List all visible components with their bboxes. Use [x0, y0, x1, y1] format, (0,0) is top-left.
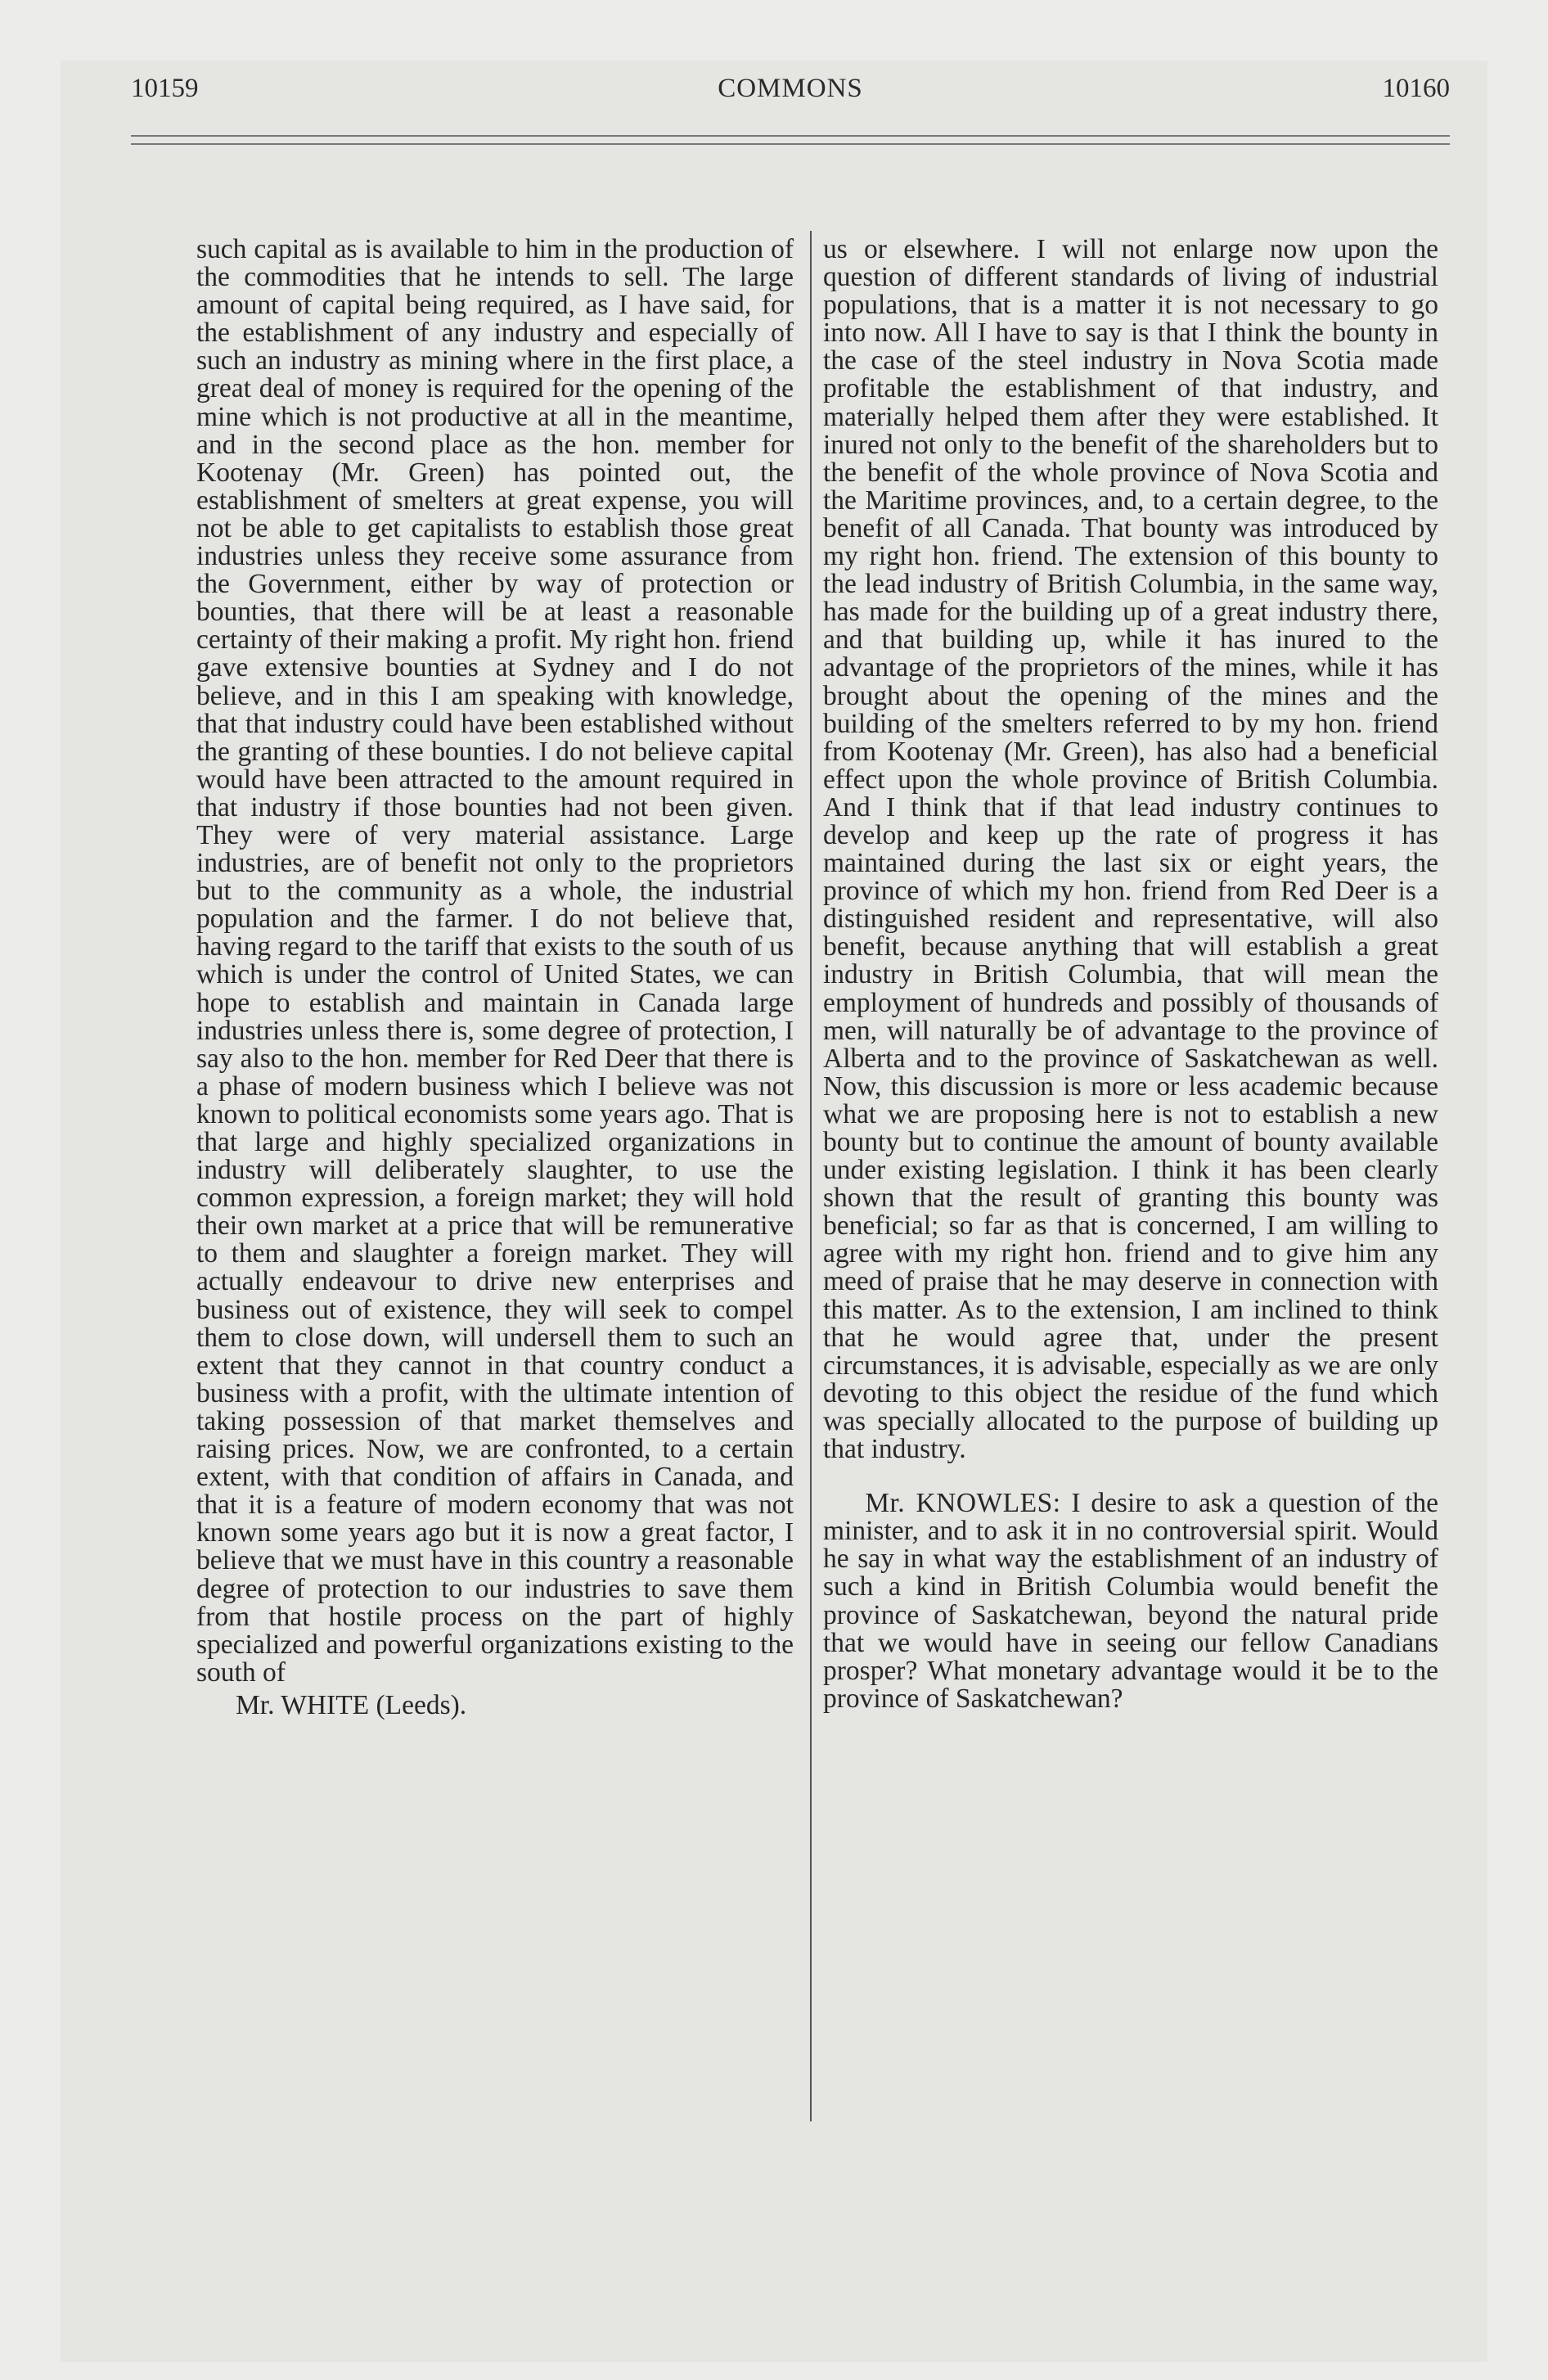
- speaker-label: Mr. WHITE (Leeds).: [236, 1689, 467, 1720]
- page-header: [131, 74, 1450, 115]
- right-paragraph-2: [823, 1490, 1438, 1713]
- left-column: [196, 236, 794, 1720]
- page-number-left: 10159: [131, 74, 199, 103]
- page-title: COMMONS: [718, 74, 863, 103]
- speaker-name: Mr. KNOWLES:: [865, 1488, 1061, 1519]
- left-paragraph: such capital as is available to him in the production of the commodities that he intends to sell. The large amount of capital being required, as I have said, for the establishment of any industry and especially of such an industry as mining where in the first place, a great deal of money is required for the opening of the mine which is not productive at all in the meantime, and in the second place as the hon. member for Kootenay (Mr. Green) has pointed out, the establishment of smelters at great expense, you will not be able to get capitalists to establish those great industries unless they receive some assurance from the Government, either by way of protection or bounties, that there will be at least a reasonable certainty of their making a profit. My right hon. friend gave extensive bounties at Sydney and I do not believe, and in this I am speaking with knowledge, that that industry could have been established without the granting of these bounties. I do not believe capital would have been attracted to the amount required in that industry if those bounties had not been given. They were of very material assistance. Large industries, are of benefit not only to the proprietors but to the community as a whole, the industrial population and the farmer. I do not believe that, having regard to the tariff that exists to the south of us which is under the control of United States, we can hope to establish and maintain in Canada large industries unless there is, some degree of protection, I say also to the hon. member for Red Deer that there is a phase of modern business which I believe was not known to political economists some years ago. That is that large and highly specialized organizations in industry will deliberately slaughter, to use the common expression, a foreign market; they will hold their own market at a price that will be remunerative to them and slaughter a foreign market. They will actually endeavour to drive new enterprises and business out of existence, they will seek to compel them to close down, will undersell them to such an extent that they cannot in that country conduct a business with a profit, with the ultimate intention of taking possession of that market themselves and raising prices. Now, we are confronted, to a certain extent, with that condition of affairs in Canada, and that it is a feature of modern economy that was not known some years ago but it is now a great factor, I believe that we must have in this country a reasonable degree of protection to our industries to save them from that hostile process on the part of highly specialized and powerful organizations existing to the south of: [196, 234, 794, 1688]
- right-column: [823, 236, 1438, 1713]
- right-paragraph-1: us or elsewhere. I will not enlarge now upon the question of different standards of living of industrial populations, that is a matter it is not necessary to go into now. All I have to say is that I think the bounty in the case of the steel industry in Nova Scotia made profitable the establishment of that industry, and materially helped them after they were established. It inured not only to the benefit of the shareholders but to the benefit of the whole province of Nova Scotia and the Maritime provinces, and, to a certain degree, to the benefit of all Canada. That bounty was introduced by my right hon. friend. The extension of this bounty to the lead industry of British Columbia, in the same way, has made for the building up of a great industry there, and that building up, while it has inured to the advantage of the proprietors of the mines, while it has brought about the opening of the mines and the building of the smelters referred to by my hon. friend from Kootenay (Mr. Green), has also had a beneficial effect upon the whole province of British Columbia. And I think that if that lead industry continues to develop and keep up the rate of progress it has maintained during the last six or eight years, the province of which my hon. friend from Red Deer is a distinguished resident and representative, will also benefit, because anything that will establish a great industry in British Columbia, that will mean the employment of hundreds and possibly of thousands of men, will naturally be of advantage to the province of Alberta and to the province of Saskatchewan as well. Now, this discussion is more or less academic because what we are proposing here is not to establish a new bounty but to continue the amount of bounty available under existing legislation. I think it has been clearly shown that the result of granting this bounty was beneficial; so far as that is concerned, I am willing to agree with my right hon. friend and to give him any meed of praise that he may deserve in connection with this matter. As to the extension, I am inclined to think that he would agree that, under the present circumstances, it is advisable, especially as we are only devoting to this object the residue of the fund which was specially allocated to the purpose of building up that industry.: [823, 234, 1438, 1465]
- page-number-right: 10160: [1382, 74, 1450, 103]
- header-rule: [131, 135, 1450, 145]
- right-paragraph-2-text: I desire to ask a question of the minister, and to ask it in no controversial spirit. Would he say in what way the establishment of an industry of such a kind in British Columbia would benefit the province of Saskatchewan, beyond the natural pride that we would have in seeing our fellow Canadians prosper? What monetary advantage would it be to the province of Saskatchewan?: [823, 1488, 1439, 1714]
- column-divider: [810, 231, 812, 2121]
